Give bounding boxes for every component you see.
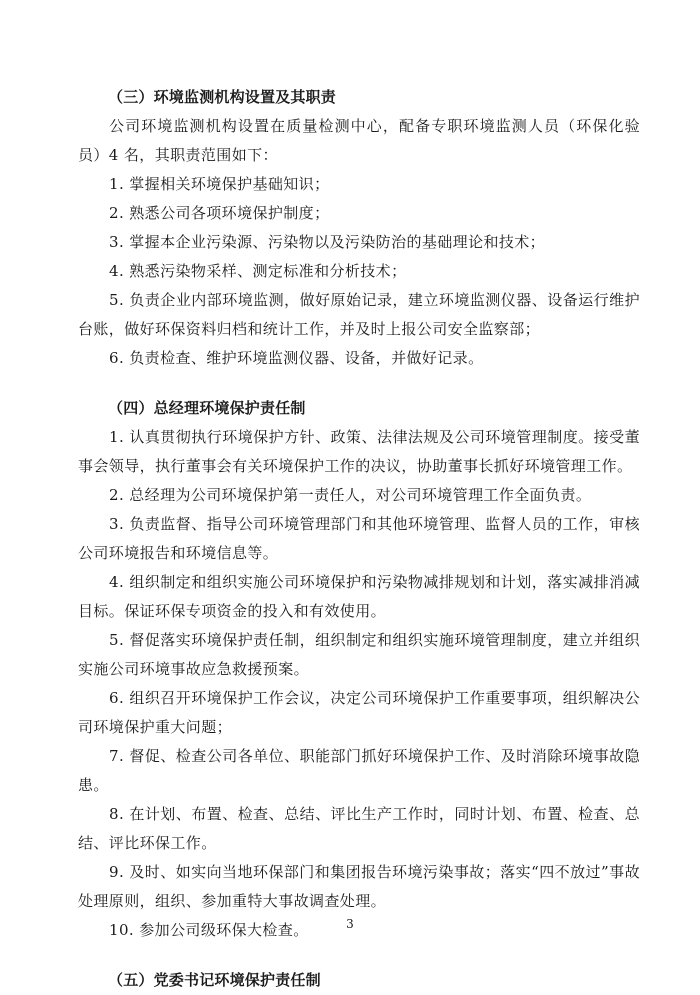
list-item: 10. 参加公司级环保大检查。 [109,921,309,939]
list-item: 6. 组织召开环境保护工作会议，决定公司环境保护工作重要事项，组织解决公司环境保护重大问题； [78,689,640,736]
list-item: 5. 负责企业内部环境监测，做好原始记录，建立环境监测仪器、设备运行维护台账，做好环保资料归档和统计工作，并及时上报公司安全监察部； [78,291,640,338]
list-item: 3. 负责监督、指导公司环境管理部门和其他环境管理、监督人员的工作，审核公司环境报告和环境信息等。 [78,515,640,562]
list-item: 5. 督促落实环境保护责任制，组织制定和组织实施环境管理制度，建立并组织实施公司环境事故应急救援预案。 [78,631,640,678]
list-item: 9. 及时、如实向当地环保部门和集团报告环境污染事故；落实“四不放过”事故处理原则，组织、参加重特大事故调查处理。 [78,863,640,910]
section-heading: （三）环境监测机构设置及其职责 [108,88,337,106]
section-monitoring-agency [78,83,640,373]
section-heading: （四）总经理环境保护责任制 [108,399,306,417]
list-item: 4. 熟悉污染物采样、测定标准和分析技术； [109,262,407,280]
list-item: 6. 负责检查、维护环境监测仪器、设备，并做好记录。 [109,349,484,367]
list-item: 2. 熟悉公司各项环境保护制度； [109,204,330,222]
list-item: 2. 总经理为公司环境保护第一责任人，对公司环境管理工作全面负责。 [109,486,592,504]
list-item: 1. 认真贯彻执行环境保护方针、政策、法律法规及公司环境管理制度。接受董事会领导，执行董事会有关环境保护工作的决议，协助董事长抓好环境管理工作。 [78,428,640,475]
list-item: 3. 掌握本企业污染源、污染物以及污染防治的基础理论和技术； [109,233,546,251]
list-item: 7. 督促、检查公司各单位、职能部门抓好环境保护工作、及时消除环境事故隐患。 [78,747,640,794]
list-item: 8. 在计划、布置、检查、总结、评比生产工作时，同时计划、布置、检查、总结、评比环保工作。 [78,805,640,852]
page-number: 3 [346,917,354,931]
section-general-manager [78,394,640,945]
section-party-secretary [78,966,640,995]
paragraph: 公司环境监测机构设置在质量检测中心，配备专职环境监测人员（环保化验员）4 名，其职责范围如下： [78,117,640,164]
section-heading: （五）党委书记环境保护责任制 [108,971,321,989]
list-item: 1. 掌握相关环境保护基础知识； [109,175,330,193]
list-item: 4. 组织制定和组织实施公司环境保护和污染物减排规划和计划，落实减排消减目标。保证环保专项资金的投入和有效使用。 [78,573,640,620]
